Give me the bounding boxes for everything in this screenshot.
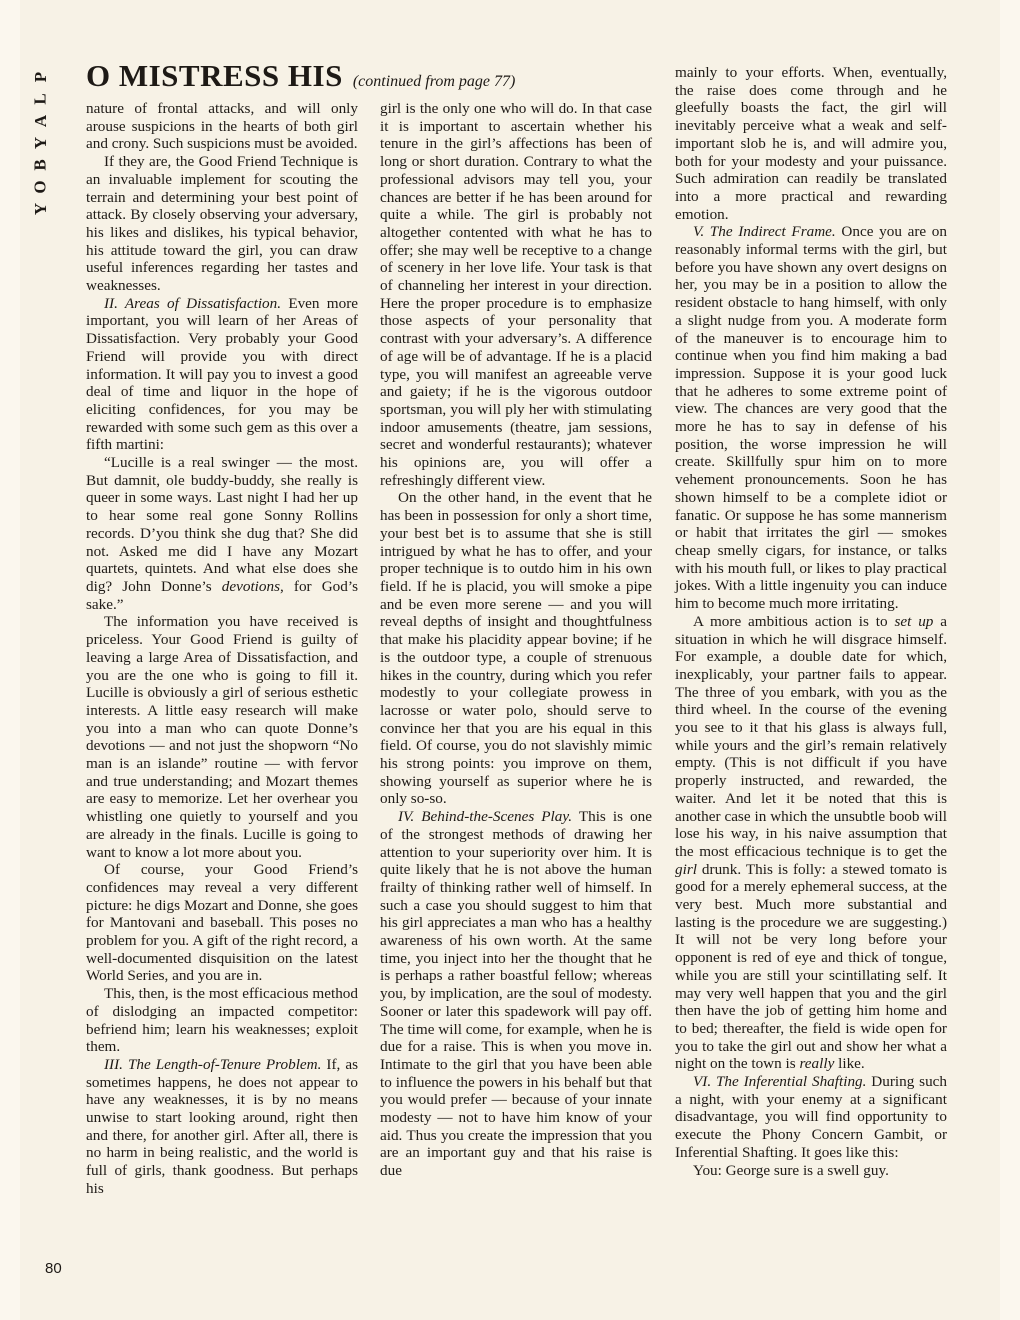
page-number: 80 xyxy=(45,1260,62,1277)
paragraph-text: drunk. This is folly: a stewed tomato is good for a merely ephemeral success, at the very best. Much more substantial and lasting is the procedure we are suggesting.) It will not be very long before your opponent is red of eye and thick of tongue, while you are still your scintillating self. It may very well happen that you and the girl then have the job of getting him home and to bed; thereafter, the field is wide open for you to take the girl out and show her what a night on the town is xyxy=(675,860,947,1073)
paragraph: If they are, the Good Friend Technique is an invaluable implement for scouting the terrain and determining your best point of attack. By closely observing your adversary, his likes and dislikes, his typical behavior, his attitude toward the girl, you can draw useful inferences regarding her tastes and weaknesses. xyxy=(86,153,358,295)
magazine-letter: Y xyxy=(31,202,50,216)
paragraph-text: A more ambitious action is to xyxy=(693,612,895,630)
magazine-letter: Y xyxy=(31,136,50,150)
paragraph: You: George sure is a swell guy. xyxy=(693,1161,889,1179)
paragraph: This, then, is the most efficacious method of dislodging an impacted competitor: befriend him; learn his weaknesses; exploit them. xyxy=(86,985,358,1056)
magazine-name-vertical xyxy=(30,66,52,220)
continued-note: (continued from page 77) xyxy=(352,73,516,90)
quote-paragraph xyxy=(86,454,358,613)
paragraph xyxy=(86,1056,358,1198)
italic-text: really xyxy=(799,1055,835,1073)
paragraph-text: During such a night, with your enemy at a significant disadvantage, you will find opportunity to execute the Phony Concern Gambit, or Inferential Shafting. It goes like this: xyxy=(675,1073,947,1161)
paragraph: Of course, your Good Friend’s confidences may reveal a very different picture: he digs Mozart and Donne, she goes for Mantovani and baseball. This poses no problem for you. A gift of the right record, a well-documented disquisition on the latest World Series, and you are in. xyxy=(86,861,358,985)
paragraph xyxy=(380,808,652,1180)
paragraph xyxy=(675,223,947,612)
paragraph: The information you have received is priceless. Your Good Friend is guilty of leaving a large Area of Dissatisfaction, and you are the one who is going to fill it. Lucille is obviously a girl of serious esthetic interests. A little easy research will make you into a man who can quote Donne’s devotions — and not just the shopworn “No man is an islande” routine — with fervor and true understanding; and Mozart themes are easy to memorize. Let her overhear you whistling one quietly to yourself and you are already in the finals. Lucille is going to want to know a lot more about you. xyxy=(86,613,358,861)
paragraph xyxy=(675,613,947,1073)
magazine-letter: O xyxy=(30,180,50,194)
magazine-letter: B xyxy=(31,159,50,171)
column-3 xyxy=(675,64,947,1179)
article-title: O MISTRESS HIS xyxy=(86,58,343,93)
paragraph: mainly to your efforts. When, eventually, the raise does come through and he gleefully boasts the fact, the girl will inevitably perceive what a weak and self-important slob he is, and will admire you, both for your modesty and your puissance. Such admiration can readily be translated into a more practical and rewarding emotion. xyxy=(675,64,947,223)
paragraph-text: a situation in which he will disgrace himself. For example, a double date for which, inexplicably, your partner fails to appear. The three of you embark, with you as the third wheel. In the course of the evening you see to it that his glass is always full, while yours and the girl’s remain relatively empty. (This is not difficult if you have properly instructed, and rewarded, the waiter. And let it be noted that this is another case in which the unsubtle boob will lose his way, in his naive assumption that the most efficacious technique is to get the xyxy=(675,612,947,860)
paragraph: girl is the only one who will do. In that case it is important to ascertain whether his tenure in the girl’s affections has been of long or short duration. Contrary to what the professional advisors may tell you, your chances are better if he has been around for quite a while. The girl is probably not altogether contented with what he has to offer; she may well be receptive to a change of scenery in her love life. Your task is that of channeling her interest in your direction. Here the proper procedure is to emphasize those aspects of your personality that contrast with your adversary’s. A difference of age will be of advantage. If he is a placid type, you will manifest an agreeable verve and gaiety; if he is the vigorous outdoor sportsman, you will ply her with stimulating indoor amusements (theatre, jam sessions, secret and wonderful restaurants); whatever his opinions are, you will offer a refreshingly different view. xyxy=(380,100,652,489)
paragraph: On the other hand, in the event that he has been in possession for only a short time, your best bet is to assume that she is still intrigued by what he has to offer, and your proper technique is to outdo him in his own field. If he is placid, you will smoke a pipe and be even more serene — and you will reveal depths of insight and thoughtfulness that make his placidity appear bovine; if he is the outdoor type, a couple of strenuous hikes in the country, during which you refer modestly to your collegiate prowess in lacrosse or water polo, should serve to convince her that you are his equal in this field. Of course, you do not slavishly mimic his strong points: you improve on them, showing yourself as superior where he is only so-so. xyxy=(380,489,652,808)
paragraph-text: Even more important, you will learn of her Areas of Dissatisfaction. Very probably your Good Friend will provide you with direct information. It will pay you to invest a good deal of time and liquor in the hope of eliciting confidences, for you may be rewarded with some such gem as this over a fifth martini: xyxy=(86,294,358,454)
paragraph: nature of frontal attacks, and will only arouse suspicions in the hearts of both girl and crony. Such suspicions must be avoided. xyxy=(86,100,358,153)
paragraph-text: If, as sometimes happens, he does not appear to have any weaknesses, it is by no means unwise to start looking around, right then and there, for another girl. After all, there is no harm in being realistic, and the world is full of girls, thank goodness. But perhaps his xyxy=(86,1055,358,1197)
section-heading: IV. Behind-the-Scenes Play. xyxy=(398,808,573,826)
section-heading: III. The Length-of-Tenure Problem. xyxy=(104,1055,322,1073)
magazine-letter: P xyxy=(30,71,50,83)
paragraph-text: like. xyxy=(834,1055,865,1073)
italic-text: devotions xyxy=(221,577,280,595)
section-heading: II. Areas of Dissatisfaction. xyxy=(104,294,282,312)
section-heading: V. The Indirect Frame. xyxy=(693,223,836,241)
italic-text: set up xyxy=(894,612,934,630)
paragraph-text: “Lucille is a real swinger — the most. But damnit, ole buddy-buddy, she really is queer in some ways. Last night I had her up to hear some real gone Sonny Rollins records. D’you think she dug that? She did not. Asked me did I have any Mozart quartets, quintets. And what else does she dig? John Donne’s xyxy=(86,454,358,595)
paragraph xyxy=(86,295,358,454)
section-heading: VI. The Inferential Shafting. xyxy=(693,1073,867,1091)
paragraph-text: , for God’s sake.” xyxy=(86,577,358,613)
column-1 xyxy=(86,100,358,1198)
paragraph-text: This is one of the strongest methods of drawing her attention to your superiority over him. It is quite likely that he is not above the human frailty of thinking rather well of himself. In such a case you should suggest to him that his girl appreciates a man who has a healthy awareness of his own worth. At the same time, you inject into her the thought that he is perhaps a rather boastful fellow; whereas you, by implication, are the soul of modesty. Sooner or later this spadework will pay off. The time will come, for example, when he is due for a raise. This is when you move in. Intimate to the girl that you have been able to influence the powers in his behalf but that you would prefer — because of your innate modesty — not to have him know of your aid. Thus you create the impression that you are an important guy and that his raise is due xyxy=(380,808,652,1180)
italic-text: girl xyxy=(675,860,697,878)
article-header xyxy=(86,58,656,100)
magazine-letter: L xyxy=(31,93,50,105)
column-2 xyxy=(380,100,652,1180)
magazine-letter: A xyxy=(31,114,50,128)
paragraph xyxy=(675,1073,947,1162)
paragraph-text: Once you are on reasonably informal terms with the girl, but before you have shown any overt designs on her, you may be in a position to allow the resident obstacle to hang himself, with only a slight nudge from you. A moderate form of the maneuver is to encourage him to continue when you find him making a bad impression. Suppose it is your good luck that he adheres to some extreme point of view. The chances are very good that the more he has to say in defense of his position, the worse impression he will create. Skillfully spur him on to more vehement pronouncements. Soon he has shown himself to be a complete idiot or fanatic. Or suppose he has some mannerism or habit that irritates the girl — smokes cheap smelly cigars, for instance, or talks with his mouth full, or likes to play practical jokes. With a little ingenuity you can induce him to become much more irritating. xyxy=(675,223,947,613)
